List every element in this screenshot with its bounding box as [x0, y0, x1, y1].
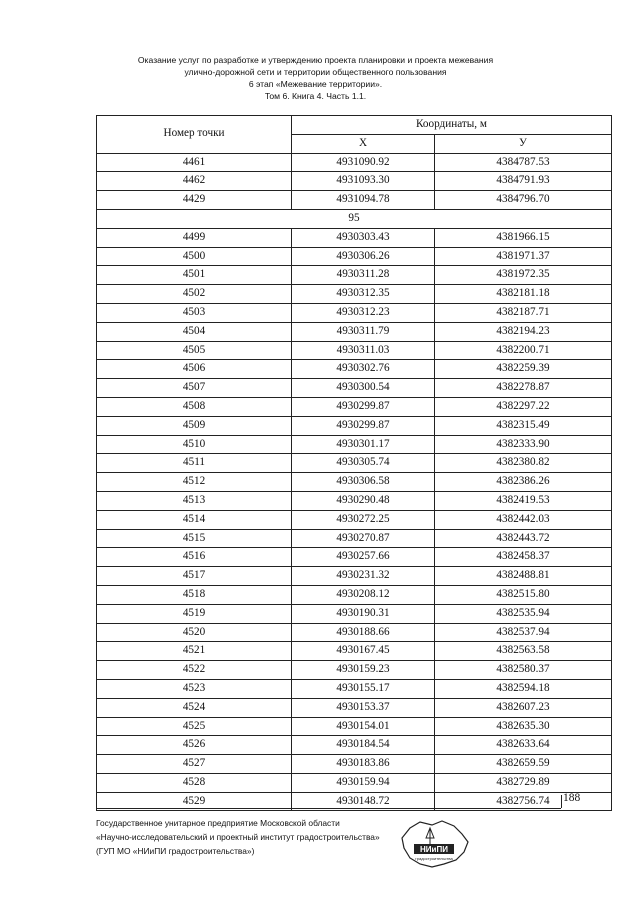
y-coordinate-cell: 4382535.94 — [435, 604, 612, 623]
section-row — [97, 209, 612, 228]
y-column-header: У — [435, 134, 612, 153]
point-number-cell: 4517 — [97, 567, 292, 586]
x-coordinate-cell: 4931094.78 — [292, 191, 435, 210]
x-coordinate-cell: 4930257.66 — [292, 548, 435, 567]
y-coordinate-cell: 4382488.81 — [435, 567, 612, 586]
y-coordinate-cell: 4382380.82 — [435, 454, 612, 473]
x-coordinate-cell: 4930154.01 — [292, 717, 435, 736]
x-coordinate-cell: 4930300.54 — [292, 379, 435, 398]
footer-line-2: «Научно-исследовательский и проектный институт градостроительства» — [96, 832, 380, 842]
x-coordinate-cell: 4930302.76 — [292, 360, 435, 379]
table-row — [97, 623, 612, 642]
x-coordinate-cell: 4930184.54 — [292, 736, 435, 755]
footer-rule — [96, 808, 561, 809]
table-row — [97, 773, 612, 792]
y-coordinate-cell: 4382194.23 — [435, 322, 612, 341]
table-row — [97, 604, 612, 623]
x-coordinate-cell: 4930311.28 — [292, 266, 435, 285]
point-number-cell: 4514 — [97, 510, 292, 529]
y-coordinate-cell: 4382315.49 — [435, 416, 612, 435]
y-coordinate-cell: 4382756.74 — [435, 792, 612, 811]
point-number-cell: 4521 — [97, 642, 292, 661]
y-coordinate-cell: 4382633.64 — [435, 736, 612, 755]
point-number-cell: 4507 — [97, 379, 292, 398]
point-number-cell: 4504 — [97, 322, 292, 341]
x-coordinate-cell: 4930231.32 — [292, 567, 435, 586]
table-row — [97, 491, 612, 510]
point-number-cell: 4512 — [97, 473, 292, 492]
table-row — [97, 698, 612, 717]
table-row — [97, 191, 612, 210]
x-coordinate-cell: 4931093.30 — [292, 172, 435, 191]
table-row — [97, 585, 612, 604]
point-number-cell: 4516 — [97, 548, 292, 567]
table-row — [97, 435, 612, 454]
document-header — [0, 54, 631, 102]
x-coordinate-cell: 4930299.87 — [292, 397, 435, 416]
table-row — [97, 755, 612, 774]
y-coordinate-cell: 4382333.90 — [435, 435, 612, 454]
point-number-cell: 4502 — [97, 285, 292, 304]
y-coordinate-cell: 4382580.37 — [435, 661, 612, 680]
x-coordinate-cell: 4930190.31 — [292, 604, 435, 623]
table-row — [97, 360, 612, 379]
table-row — [97, 510, 612, 529]
y-coordinate-cell: 4382181.18 — [435, 285, 612, 304]
table-row — [97, 717, 612, 736]
y-coordinate-cell: 4382297.22 — [435, 397, 612, 416]
x-coordinate-cell: 4930301.17 — [292, 435, 435, 454]
x-coordinate-cell: 4930167.45 — [292, 642, 435, 661]
x-coordinate-cell: 4930312.23 — [292, 303, 435, 322]
table-row — [97, 303, 612, 322]
y-coordinate-cell: 4382442.03 — [435, 510, 612, 529]
coordinates-table — [96, 115, 612, 811]
institute-logo-icon — [396, 818, 472, 870]
footer-line-1: Государственное унитарное предприятие Московской области — [96, 818, 340, 828]
table-row — [97, 529, 612, 548]
coordinates-table-body — [97, 116, 612, 811]
x-coordinate-cell: 4930188.66 — [292, 623, 435, 642]
table-row — [97, 661, 612, 680]
y-coordinate-cell: 4384791.93 — [435, 172, 612, 191]
point-number-cell: 4506 — [97, 360, 292, 379]
page-number: 188 — [563, 792, 581, 804]
logo-subtext: градостроительства — [415, 856, 453, 861]
x-coordinate-cell: 4930312.35 — [292, 285, 435, 304]
x-coordinate-cell: 4930306.58 — [292, 473, 435, 492]
x-coordinate-cell: 4930272.25 — [292, 510, 435, 529]
point-number-cell: 4529 — [97, 792, 292, 811]
y-coordinate-cell: 4382729.89 — [435, 773, 612, 792]
y-coordinate-cell: 4384796.70 — [435, 191, 612, 210]
point-number-cell: 4461 — [97, 153, 292, 172]
table-row — [97, 285, 612, 304]
y-coordinate-cell: 4382635.30 — [435, 717, 612, 736]
y-coordinate-cell: 4382386.26 — [435, 473, 612, 492]
point-number-cell: 4528 — [97, 773, 292, 792]
point-number-cell: 4462 — [97, 172, 292, 191]
footer-line-3: (ГУП МО «НИиПИ градостроительства») — [96, 846, 255, 856]
point-number-cell: 4511 — [97, 454, 292, 473]
point-number-cell: 4519 — [97, 604, 292, 623]
point-number-cell: 4520 — [97, 623, 292, 642]
point-number-cell: 4515 — [97, 529, 292, 548]
table-row — [97, 341, 612, 360]
y-coordinate-cell: 4382563.58 — [435, 642, 612, 661]
y-coordinate-cell: 4382200.71 — [435, 341, 612, 360]
table-row — [97, 228, 612, 247]
point-number-cell: 4523 — [97, 679, 292, 698]
table-row — [97, 322, 612, 341]
point-number-cell: 4505 — [97, 341, 292, 360]
y-coordinate-cell: 4382515.80 — [435, 585, 612, 604]
table-row — [97, 379, 612, 398]
point-number-cell: 4500 — [97, 247, 292, 266]
x-coordinate-cell: 4930159.94 — [292, 773, 435, 792]
x-coordinate-cell: 4930311.79 — [292, 322, 435, 341]
point-number-cell: 4525 — [97, 717, 292, 736]
point-number-cell: 4499 — [97, 228, 292, 247]
table-row — [97, 247, 612, 266]
header-line-2: улично-дорожной сети и территории общественного пользования — [184, 67, 447, 77]
section-number-cell: 95 — [97, 209, 612, 228]
y-coordinate-cell: 4382537.94 — [435, 623, 612, 642]
y-coordinate-cell: 4382458.37 — [435, 548, 612, 567]
point-number-cell: 4503 — [97, 303, 292, 322]
point-number-cell: 4527 — [97, 755, 292, 774]
x-coordinate-cell: 4930208.12 — [292, 585, 435, 604]
table-row — [97, 642, 612, 661]
x-coordinate-cell: 4930159.23 — [292, 661, 435, 680]
y-coordinate-cell: 4382594.18 — [435, 679, 612, 698]
point-number-cell: 4509 — [97, 416, 292, 435]
header-line-3: 6 этап «Межевание территории». — [248, 79, 383, 89]
x-coordinate-cell: 4930183.86 — [292, 755, 435, 774]
table-header-row — [97, 116, 612, 135]
point-number-cell: 4510 — [97, 435, 292, 454]
table-row — [97, 397, 612, 416]
point-number-cell: 4508 — [97, 397, 292, 416]
table-row — [97, 266, 612, 285]
point-number-cell: 4524 — [97, 698, 292, 717]
table-row — [97, 736, 612, 755]
point-number-cell: 4518 — [97, 585, 292, 604]
header-line-4: Том 6. Книга 4. Часть 1.1. — [264, 91, 367, 101]
x-coordinate-cell: 4930148.72 — [292, 792, 435, 811]
point-number-cell: 4429 — [97, 191, 292, 210]
x-coordinate-cell: 4930306.26 — [292, 247, 435, 266]
point-number-cell: 4513 — [97, 491, 292, 510]
document-footer — [96, 816, 380, 858]
y-coordinate-cell: 4382443.72 — [435, 529, 612, 548]
y-coordinate-cell: 4381966.15 — [435, 228, 612, 247]
x-coordinate-cell: 4930299.87 — [292, 416, 435, 435]
y-coordinate-cell: 4381971.37 — [435, 247, 612, 266]
y-coordinate-cell: 4382278.87 — [435, 379, 612, 398]
y-coordinate-cell: 4382187.71 — [435, 303, 612, 322]
page-number-divider — [561, 795, 562, 808]
x-coordinate-cell: 4930311.03 — [292, 341, 435, 360]
table-row — [97, 172, 612, 191]
table-row — [97, 454, 612, 473]
point-number-cell: 4501 — [97, 266, 292, 285]
header-line-1: Оказание услуг по разработке и утверждению проекта планировки и проекта межевания — [137, 55, 494, 65]
table-row — [97, 567, 612, 586]
x-coordinate-cell: 4930270.87 — [292, 529, 435, 548]
y-coordinate-cell: 4382659.59 — [435, 755, 612, 774]
point-number-cell: 4526 — [97, 736, 292, 755]
table-row — [97, 679, 612, 698]
point-number-header: Номер точки — [97, 116, 292, 154]
coordinates-header: Координаты, м — [292, 116, 612, 135]
y-coordinate-cell: 4382259.39 — [435, 360, 612, 379]
logo-text: НИиПИ — [420, 845, 448, 854]
point-number-cell: 4522 — [97, 661, 292, 680]
y-coordinate-cell: 4384787.53 — [435, 153, 612, 172]
table-row — [97, 548, 612, 567]
x-coordinate-cell: 4930303.43 — [292, 228, 435, 247]
x-coordinate-cell: 4931090.92 — [292, 153, 435, 172]
y-coordinate-cell: 4382607.23 — [435, 698, 612, 717]
x-coordinate-cell: 4930305.74 — [292, 454, 435, 473]
table-row — [97, 473, 612, 492]
y-coordinate-cell: 4382419.53 — [435, 491, 612, 510]
x-column-header: X — [292, 134, 435, 153]
x-coordinate-cell: 4930153.37 — [292, 698, 435, 717]
table-row — [97, 416, 612, 435]
x-coordinate-cell: 4930155.17 — [292, 679, 435, 698]
y-coordinate-cell: 4381972.35 — [435, 266, 612, 285]
x-coordinate-cell: 4930290.48 — [292, 491, 435, 510]
table-row — [97, 153, 612, 172]
